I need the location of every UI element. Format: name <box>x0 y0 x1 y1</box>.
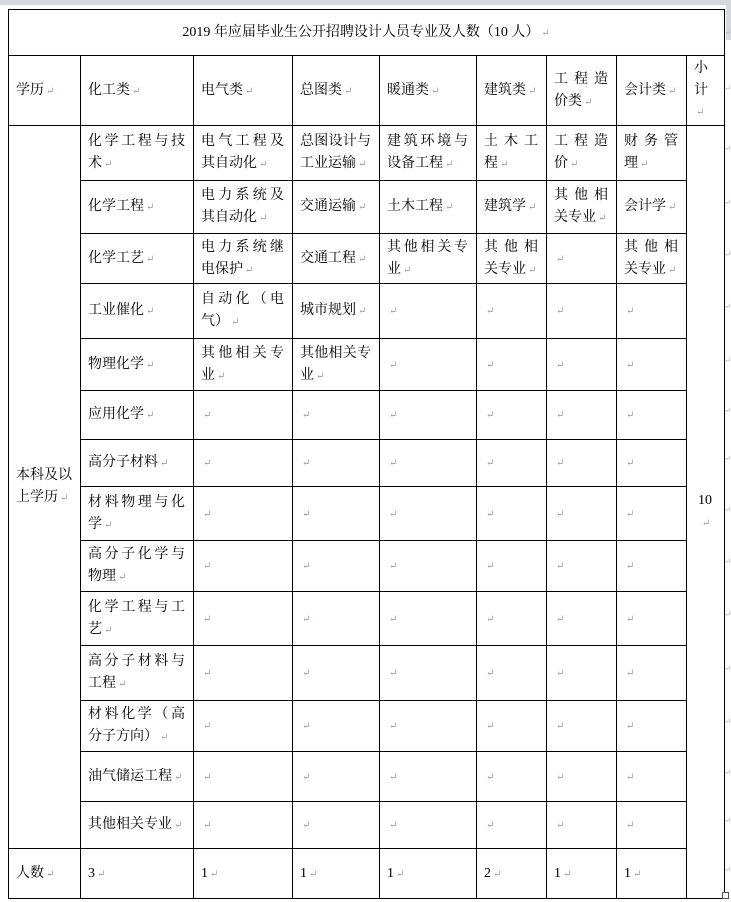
recruitment-table <box>8 9 725 899</box>
cell-text <box>201 611 211 626</box>
cell-text <box>300 558 310 573</box>
cell-text <box>201 558 211 573</box>
major-cell[interactable] <box>380 487 477 541</box>
subtotal-cell[interactable] <box>687 126 725 899</box>
cell-text <box>387 611 397 626</box>
major-cell[interactable] <box>547 752 617 802</box>
cell-text: 总图设计与工业运输 ↵ <box>300 134 371 171</box>
major-cell[interactable] <box>617 802 687 849</box>
cell-text <box>387 506 397 521</box>
cell-text <box>484 611 494 626</box>
major-cell[interactable] <box>380 440 477 487</box>
count-value: 1 ↵ <box>624 866 641 881</box>
major-cell[interactable] <box>477 440 547 487</box>
header-degree-label: 学历 ↵ <box>16 83 54 98</box>
major-cell[interactable] <box>81 592 194 646</box>
major-cell[interactable] <box>293 701 380 752</box>
cell-text <box>554 303 564 318</box>
major-cell[interactable] <box>547 541 617 592</box>
major-cell[interactable] <box>617 701 687 752</box>
header-col-cell[interactable] <box>81 56 194 126</box>
cell-text <box>201 817 211 832</box>
header-subtotal-cell[interactable] <box>687 56 725 126</box>
major-cell[interactable] <box>380 391 477 440</box>
cell-text: 交通工程 ↵ <box>300 251 366 266</box>
cell-text <box>387 303 397 318</box>
count-cell[interactable] <box>477 849 547 899</box>
table-row <box>9 284 725 339</box>
header-col-label: 暖通类 ↵ <box>387 83 439 98</box>
count-cell[interactable] <box>380 849 477 899</box>
cell-text <box>624 455 634 470</box>
count-value: 1 ↵ <box>387 866 404 881</box>
cell-text: 其他相关专业 ↵ <box>554 188 608 225</box>
major-cell[interactable] <box>547 592 617 646</box>
table-row <box>9 592 725 646</box>
cell-text <box>201 718 211 733</box>
cell-text <box>484 558 494 573</box>
cell-text: 材料化学（高分子方向） ↵ <box>88 707 185 744</box>
header-col-cell[interactable] <box>617 56 687 126</box>
cell-text <box>554 665 564 680</box>
cell-text: 电力系统及其自动化 ↵ <box>201 188 284 225</box>
cell-text <box>484 817 494 832</box>
major-cell[interactable] <box>617 391 687 440</box>
major-cell[interactable] <box>293 541 380 592</box>
end-of-row-mark-icon <box>724 435 731 482</box>
cell-text <box>300 665 310 680</box>
major-cell[interactable] <box>293 181 380 234</box>
major-cell[interactable] <box>293 487 380 541</box>
cell-text: 会计学 ↵ <box>624 199 676 214</box>
table-row <box>9 802 725 849</box>
cell-text <box>484 407 494 422</box>
count-cell[interactable] <box>293 849 380 899</box>
end-of-row-mark-icon <box>724 386 731 435</box>
major-cell[interactable] <box>194 391 293 440</box>
count-value: 1 ↵ <box>554 866 571 881</box>
major-cell[interactable] <box>477 126 547 181</box>
end-of-row-mark-icon <box>724 176 731 229</box>
cell-text: 电气工程及其自动化 ↵ <box>201 134 284 171</box>
degree-label: 本科及以上学历 ↵ <box>16 468 72 505</box>
header-col-cell[interactable] <box>380 56 477 126</box>
count-cell[interactable] <box>547 849 617 899</box>
major-cell[interactable] <box>380 802 477 849</box>
cell-text <box>554 718 564 733</box>
header-col-label: 电气类 ↵ <box>201 83 253 98</box>
count-value: 1 ↵ <box>300 866 317 881</box>
major-cell[interactable] <box>617 487 687 541</box>
window-top-edge <box>0 0 731 5</box>
cell-text <box>554 357 564 372</box>
major-cell[interactable] <box>293 339 380 391</box>
cell-text <box>484 455 494 470</box>
table-row <box>9 541 725 592</box>
cell-text: 物理化学 ↵ <box>88 357 154 372</box>
count-value: 2 ↵ <box>484 866 501 881</box>
major-cell[interactable] <box>380 701 477 752</box>
count-value: 3 ↵ <box>88 866 105 881</box>
major-cell[interactable] <box>293 802 380 849</box>
cell-text <box>201 455 211 470</box>
major-cell[interactable] <box>194 284 293 339</box>
table-title: 2019 年应届毕业生公开招聘设计人员专业及人数（10 人） ↵ <box>182 25 549 40</box>
cell-text <box>554 558 564 573</box>
count-cell[interactable] <box>617 849 687 899</box>
cell-text <box>624 357 634 372</box>
major-cell[interactable] <box>81 802 194 849</box>
header-subtotal-label: 小计 ↵ <box>694 61 708 119</box>
major-cell[interactable] <box>547 701 617 752</box>
cell-text: 化学工程 ↵ <box>88 199 154 214</box>
cell-text: 其他相关专业 ↵ <box>624 240 678 277</box>
cell-text: 其他相关专业 ↵ <box>88 817 182 832</box>
major-cell[interactable] <box>380 646 477 701</box>
cell-text: 其他相关专业 ↵ <box>484 240 538 277</box>
cell-text: 其他相关专业 ↵ <box>387 240 468 277</box>
major-cell[interactable] <box>617 646 687 701</box>
cell-text <box>300 769 310 784</box>
end-of-row-mark-icon <box>724 797 731 844</box>
cell-text <box>201 769 211 784</box>
major-cell[interactable] <box>547 646 617 701</box>
header-col-cell[interactable] <box>547 56 617 126</box>
major-cell[interactable] <box>81 752 194 802</box>
major-cell[interactable] <box>477 234 547 284</box>
cell-text <box>300 611 310 626</box>
cell-text: 其他相关专业 ↵ <box>300 346 371 383</box>
cell-text: 化学工艺 ↵ <box>88 251 154 266</box>
major-cell[interactable] <box>380 541 477 592</box>
degree-cell[interactable] <box>9 126 81 849</box>
major-cell[interactable] <box>617 181 687 234</box>
cell-text <box>484 303 494 318</box>
major-cell[interactable] <box>194 339 293 391</box>
cell-text: 化学工程与工艺 ↵ <box>88 600 185 637</box>
major-cell[interactable] <box>293 284 380 339</box>
cell-text <box>624 407 634 422</box>
cell-text <box>201 407 211 422</box>
table-resize-handle[interactable] <box>722 892 729 899</box>
cell-text <box>387 407 397 422</box>
cell-text: 其他相关专业 ↵ <box>201 346 284 383</box>
major-cell[interactable] <box>194 592 293 646</box>
table-row <box>9 752 725 802</box>
major-cell[interactable] <box>617 234 687 284</box>
major-cell[interactable] <box>477 646 547 701</box>
major-cell[interactable] <box>477 541 547 592</box>
cell-text <box>201 506 211 521</box>
major-cell[interactable] <box>293 391 380 440</box>
cell-text <box>554 506 564 521</box>
major-cell[interactable] <box>617 339 687 391</box>
table-row <box>9 181 725 234</box>
cell-text <box>624 769 634 784</box>
end-of-row-mark-icon <box>724 9 731 55</box>
end-of-row-mark-icon <box>724 55 731 121</box>
end-of-row-mark-icon <box>724 279 731 334</box>
cell-text <box>484 769 494 784</box>
cell-text: 化学工程与技术 ↵ <box>88 134 185 171</box>
major-cell[interactable] <box>477 284 547 339</box>
cell-text: 自动化（电气） ↵ <box>201 292 284 329</box>
major-cell[interactable] <box>293 752 380 802</box>
major-cell[interactable] <box>194 126 293 181</box>
cell-text <box>300 407 310 422</box>
major-cell[interactable] <box>380 126 477 181</box>
count-label-cell[interactable] <box>9 849 81 899</box>
major-cell[interactable] <box>477 752 547 802</box>
major-cell[interactable] <box>194 646 293 701</box>
header-col-label: 总图类 ↵ <box>300 83 352 98</box>
major-cell[interactable] <box>194 181 293 234</box>
subtotal-value: 10 ↵ <box>698 493 712 530</box>
end-of-row-marks <box>724 9 731 894</box>
cell-text: 高分子材料 ↵ <box>88 455 168 470</box>
major-cell[interactable] <box>380 284 477 339</box>
end-of-row-mark-icon <box>724 696 731 747</box>
cell-text <box>300 455 310 470</box>
cell-text: 城市规划 ↵ <box>300 303 366 318</box>
major-cell[interactable] <box>81 181 194 234</box>
cell-text: 工业催化 ↵ <box>88 303 154 318</box>
major-cell[interactable] <box>81 126 194 181</box>
cell-text <box>554 455 564 470</box>
table-row <box>9 440 725 487</box>
cell-text <box>484 506 494 521</box>
major-cell[interactable] <box>380 234 477 284</box>
major-cell[interactable] <box>380 181 477 234</box>
major-cell[interactable] <box>194 752 293 802</box>
count-cell[interactable] <box>81 849 194 899</box>
cell-text <box>554 817 564 832</box>
table-row <box>9 339 725 391</box>
cell-text: 建筑学 ↵ <box>484 199 536 214</box>
major-cell[interactable] <box>547 802 617 849</box>
header-col-cell[interactable] <box>477 56 547 126</box>
cell-text <box>624 303 634 318</box>
end-of-row-mark-icon <box>724 641 731 696</box>
major-cell[interactable] <box>617 541 687 592</box>
major-cell[interactable] <box>293 592 380 646</box>
major-cell[interactable] <box>617 440 687 487</box>
major-cell[interactable] <box>81 701 194 752</box>
cell-text: 电力系统继电保护 ↵ <box>201 240 284 277</box>
cell-text <box>387 357 397 372</box>
major-cell[interactable] <box>617 126 687 181</box>
table-row <box>9 56 725 126</box>
table-title-cell[interactable] <box>9 10 725 56</box>
end-of-row-mark-icon <box>724 747 731 797</box>
table-row <box>9 126 725 181</box>
major-cell[interactable] <box>617 284 687 339</box>
cell-text: 交通运输 ↵ <box>300 199 366 214</box>
cell-text <box>387 769 397 784</box>
cell-text: 土木工程 ↵ <box>387 199 453 214</box>
table-row <box>9 234 725 284</box>
major-cell[interactable] <box>81 541 194 592</box>
cell-text <box>554 407 564 422</box>
major-cell[interactable] <box>293 234 380 284</box>
major-cell[interactable] <box>81 440 194 487</box>
header-col-label: 工程造价类 ↵ <box>554 72 608 109</box>
cell-text <box>300 718 310 733</box>
count-value: 1 ↵ <box>201 866 218 881</box>
major-cell[interactable] <box>547 487 617 541</box>
table-row <box>9 646 725 701</box>
cell-text <box>624 611 634 626</box>
major-cell[interactable] <box>194 701 293 752</box>
major-cell[interactable] <box>617 752 687 802</box>
major-cell[interactable] <box>547 181 617 234</box>
end-of-row-mark-icon <box>724 844 731 894</box>
end-of-row-mark-icon <box>724 482 731 536</box>
cell-text: 财务管理 ↵ <box>624 134 678 171</box>
major-cell[interactable] <box>293 126 380 181</box>
major-cell[interactable] <box>477 339 547 391</box>
end-of-row-mark-icon <box>724 536 731 587</box>
cell-text: 建筑环境与设备工程 ↵ <box>387 134 468 171</box>
cell-text <box>484 665 494 680</box>
major-cell[interactable] <box>293 646 380 701</box>
major-cell[interactable] <box>81 487 194 541</box>
header-degree-cell[interactable] <box>9 56 81 126</box>
major-cell[interactable] <box>380 752 477 802</box>
end-of-row-mark-icon <box>724 229 731 279</box>
major-cell[interactable] <box>81 391 194 440</box>
major-cell[interactable] <box>380 592 477 646</box>
major-cell[interactable] <box>81 339 194 391</box>
major-cell[interactable] <box>477 181 547 234</box>
cell-text <box>484 718 494 733</box>
cell-text <box>387 665 397 680</box>
cell-text <box>300 506 310 521</box>
header-col-cell[interactable] <box>194 56 293 126</box>
cell-text <box>624 558 634 573</box>
cell-text: 油气储运工程 ↵ <box>88 769 182 784</box>
major-cell[interactable] <box>547 440 617 487</box>
end-of-row-mark-icon <box>724 121 731 176</box>
major-cell[interactable] <box>194 440 293 487</box>
header-col-label: 化工类 ↵ <box>88 83 140 98</box>
cell-text <box>387 558 397 573</box>
cell-text <box>624 665 634 680</box>
major-cell[interactable] <box>81 234 194 284</box>
cell-text: 材料物理与化学 ↵ <box>88 495 185 532</box>
major-cell[interactable] <box>547 391 617 440</box>
cell-text <box>300 817 310 832</box>
major-cell[interactable] <box>547 284 617 339</box>
count-cell[interactable] <box>194 849 293 899</box>
cell-text <box>554 251 564 266</box>
table-row <box>9 10 725 56</box>
table-row <box>9 849 725 899</box>
major-cell[interactable] <box>380 339 477 391</box>
cell-text: 应用化学 ↵ <box>88 407 154 422</box>
table-row <box>9 701 725 752</box>
major-cell[interactable] <box>477 391 547 440</box>
cell-text: 土木工程 ↵ <box>484 134 538 171</box>
major-cell[interactable] <box>194 802 293 849</box>
end-of-row-mark-icon <box>724 587 731 641</box>
cell-text: 高分子化学与物理 ↵ <box>88 547 185 584</box>
major-cell[interactable] <box>477 487 547 541</box>
major-cell[interactable] <box>293 440 380 487</box>
cell-text <box>484 357 494 372</box>
major-cell[interactable] <box>547 126 617 181</box>
cell-text <box>624 506 634 521</box>
cell-text: 工程造价 ↵ <box>554 134 608 171</box>
header-col-cell[interactable] <box>293 56 380 126</box>
cell-text <box>624 817 634 832</box>
cell-text: 高分子材料与工程 ↵ <box>88 654 185 691</box>
table-row <box>9 391 725 440</box>
cell-text <box>387 817 397 832</box>
major-cell[interactable] <box>194 487 293 541</box>
cell-text <box>387 718 397 733</box>
cell-text <box>201 665 211 680</box>
cell-text <box>387 455 397 470</box>
major-cell[interactable] <box>547 339 617 391</box>
count-label: 人数 ↵ <box>16 866 54 881</box>
cell-text <box>554 611 564 626</box>
major-cell[interactable] <box>81 284 194 339</box>
major-cell[interactable] <box>81 646 194 701</box>
major-cell[interactable] <box>477 592 547 646</box>
table-row <box>9 487 725 541</box>
major-cell[interactable] <box>547 234 617 284</box>
major-cell[interactable] <box>617 592 687 646</box>
cell-text <box>554 769 564 784</box>
header-col-label: 会计类 ↵ <box>624 83 676 98</box>
major-cell[interactable] <box>194 541 293 592</box>
cell-text <box>624 718 634 733</box>
header-col-label: 建筑类 ↵ <box>484 83 536 98</box>
end-of-row-mark-icon <box>724 334 731 386</box>
major-cell[interactable] <box>477 701 547 752</box>
major-cell[interactable] <box>477 802 547 849</box>
major-cell[interactable] <box>194 234 293 284</box>
